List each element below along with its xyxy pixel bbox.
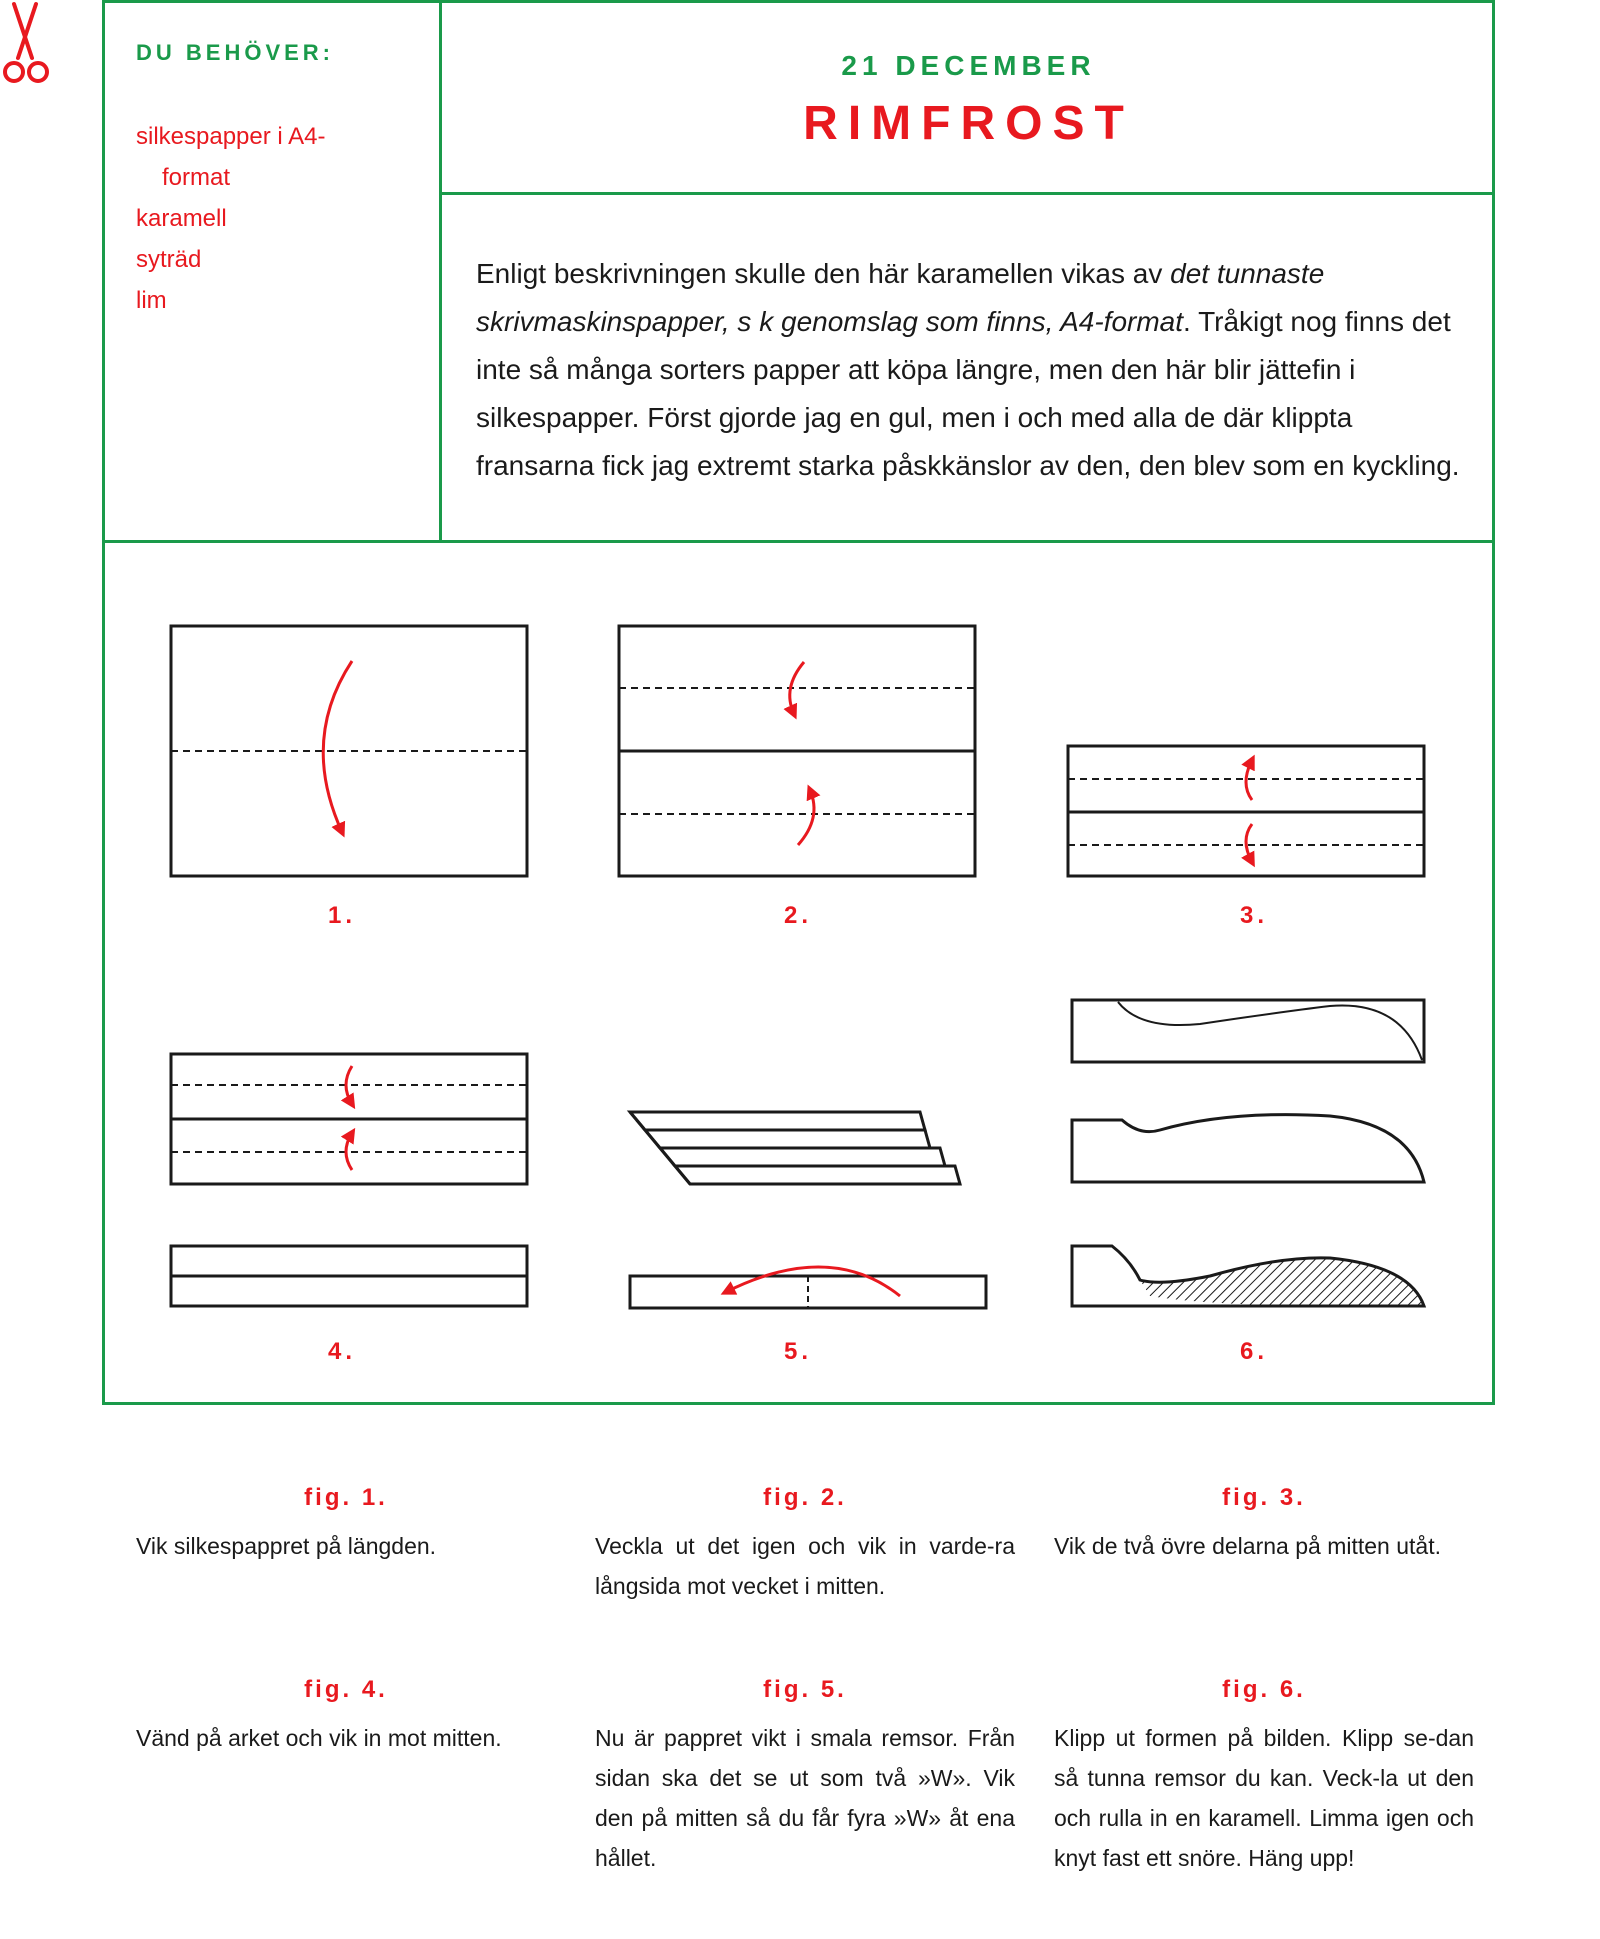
intro-text: . Tråkigt nog finns det inte så många sorters papper att köpa längre, men den här blir jättefin i silkespapper. Först gjorde jag en gul, men i och med alla de där klippta fransarna fick jag extremt starka påskkänslor av den, den blev som en kyckling.	[476, 306, 1460, 481]
figure-description: Klipp ut formen på bilden. Klipp se-dan så tunna remsor du kan. Veck-la ut den och rulla in en karamell. Limma igen och knyt fast ett snöre. Häng upp!	[1054, 1725, 1474, 1871]
diagram-label-2: 2.	[783, 902, 812, 929]
materials-item: format	[162, 164, 231, 191]
diagram-3	[1068, 746, 1424, 876]
diagram-1	[171, 626, 527, 876]
figure-caption-2	[595, 1484, 1015, 1606]
figure-description: Vik de två övre delarna på mitten utåt.	[1054, 1533, 1441, 1559]
materials-item: karamell	[136, 205, 227, 232]
figure-caption-1	[136, 1484, 556, 1566]
intro-text: Enligt beskrivningen skulle den här karamellen vikas av	[476, 258, 1171, 289]
figure-heading: fig. 5.	[763, 1676, 847, 1703]
materials-item: lim	[136, 287, 167, 314]
diagram-label-6: 6.	[1239, 1338, 1268, 1365]
figure-description: Nu är pappret vikt i smala remsor. Från sidan ska det se ut som två »W». Vik den på mitten så du får fyra »W» åt ena hållet.	[595, 1725, 1015, 1871]
figure-heading: fig. 2.	[763, 1484, 847, 1511]
diagram-label-3: 3.	[1239, 902, 1268, 929]
figure-caption-6	[1054, 1676, 1474, 1878]
diagram-5	[630, 1112, 986, 1308]
date-heading: 21 DECEMBER	[841, 50, 1096, 81]
figure-caption-3	[1054, 1484, 1474, 1566]
figure-heading: fig. 3.	[1222, 1484, 1306, 1511]
diagram-2	[619, 626, 975, 876]
figure-heading: fig. 4.	[304, 1676, 388, 1703]
figure-description: Veckla ut det igen och vik in varde-ra långsida mot vecket i mitten.	[595, 1533, 1015, 1599]
diagram-label-1: 1.	[327, 902, 356, 929]
diagram-4	[171, 1054, 527, 1306]
intro-italic-text: det tunnaste skrivmaskinspapper, s k genomslag som finns, A4-format	[476, 258, 1325, 337]
page-title: RIMFROST	[803, 97, 1134, 150]
figure-caption-4	[136, 1676, 556, 1758]
diagram-6	[1072, 1000, 1424, 1306]
figure-heading: fig. 6.	[1222, 1676, 1306, 1703]
diagram-label-5: 5.	[783, 1338, 812, 1365]
materials-item: syträd	[136, 246, 202, 273]
figure-caption-5	[595, 1676, 1015, 1878]
figure-description: Vik silkespappret på längden.	[136, 1533, 437, 1559]
diagram-label-4: 4.	[327, 1338, 356, 1365]
materials-heading: DU BEHÖVER:	[136, 40, 335, 65]
figure-description: Vänd på arket och vik in mot mitten.	[136, 1725, 502, 1751]
figure-heading: fig. 1.	[304, 1484, 388, 1511]
materials-item: silkespapper i A4-	[136, 123, 326, 150]
